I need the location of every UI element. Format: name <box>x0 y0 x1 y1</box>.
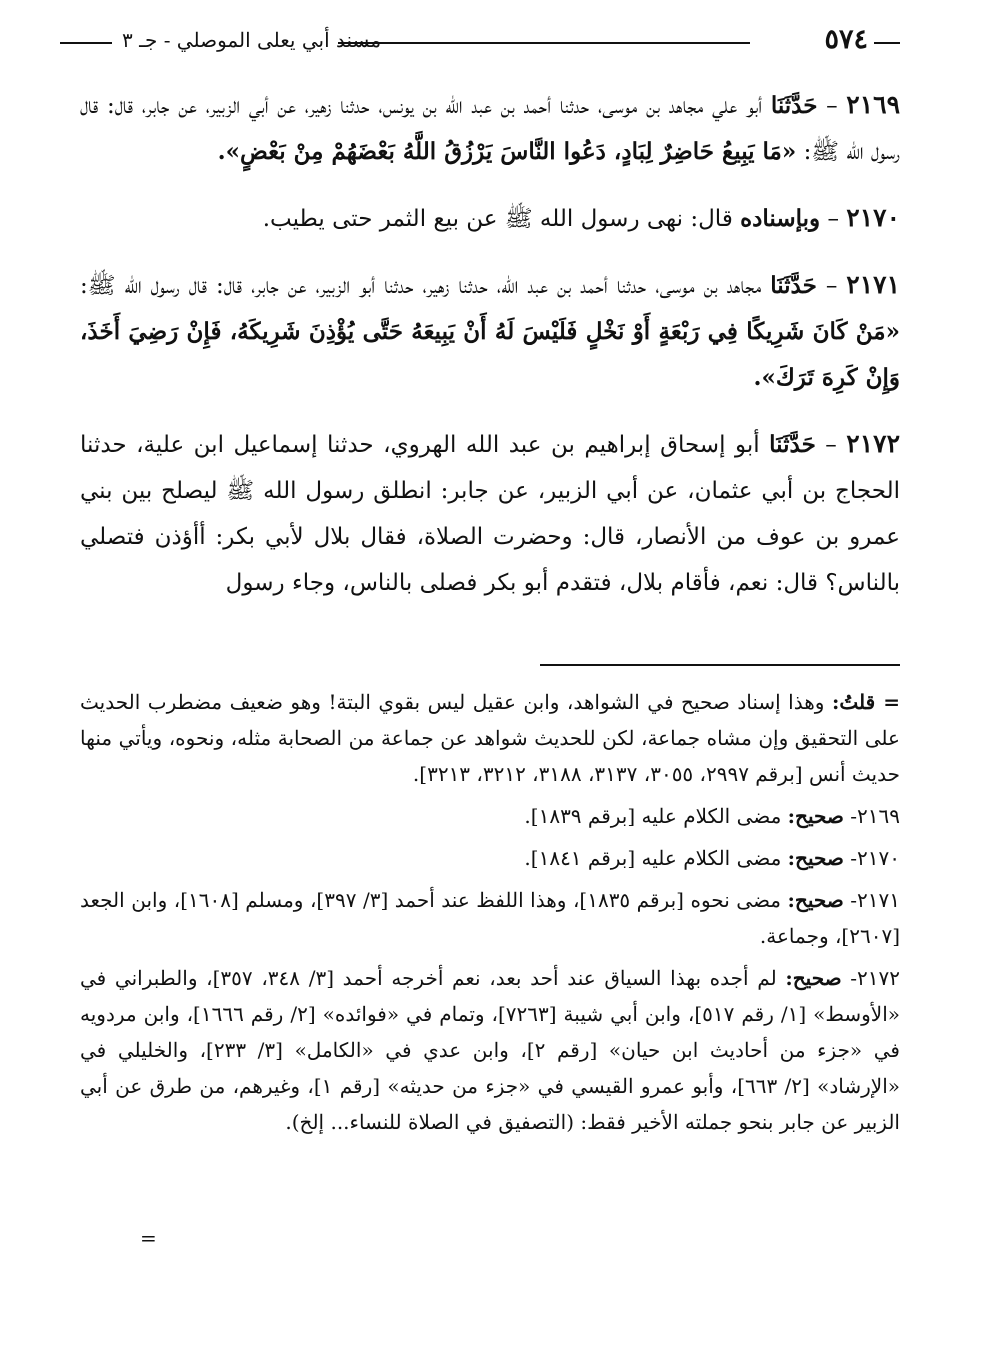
footnote-2169 <box>80 798 900 834</box>
hadith-2169 <box>80 82 900 175</box>
footnote-grade: صحيح: <box>787 804 844 828</box>
footnote-2170 <box>80 840 900 876</box>
hadith-number: ٢١٦٩ <box>846 90 901 119</box>
footnote-label: ٢١٧٠- <box>850 846 900 870</box>
hadith-number: ٢١٧٠ <box>846 203 900 232</box>
hadith-isnad: مجاهد بن موسى، حدثنا أحمد بن عبد الله، حدثنا زهير، حدثنا أبو الزبير، عن جابر، قال: قال رسول الله ﷺ: <box>80 273 762 299</box>
footnote-grade: صحيح: <box>785 966 842 990</box>
footnote-2171 <box>80 882 900 954</box>
hadith-lead: وبإسناده <box>740 205 821 232</box>
footnote-label: ٢١٦٩- <box>850 804 900 828</box>
main-text <box>80 82 900 626</box>
footnote-text: لم أجده بهذا السياق عند أحد بعد، نعم أخرجه أحمد [٣/ ٣٤٨، ٣٥٧]، والطبراني في «الأوسط» [١/ رقم ٥١٧]، وابن أبي شيبة [٧٢٦٣]، وتمام في «فوائده» [٢/ رقم ١٦٦٦]، وابن مردويه في «جزء من أحاديث ابن حيان» [رقم ٢]، وابن عدي في «الكامل» [٣/ ٢٣٣]، والخليلي في «الإرشاد» [٢/ ٦٦٣]، وأبو عمرو القيسي في «جزء من حديثه» [رقم ١]، وغيرهم، من طرق عن أبي الزبير عن جابر بنحو جملته الأخير فقط: (التصفيق في الصلاة للنساء... إلخ). <box>80 966 901 1134</box>
footnote-separator <box>540 664 900 666</box>
footnote-label: ٢١٧٢- <box>850 966 901 990</box>
hadith-number: ٢١٧٢ <box>846 429 900 458</box>
number-dash: – <box>827 206 839 232</box>
footnote-text: مضى الكلام عليه [برقم ١٨٤١]. <box>524 846 782 870</box>
footnote-text: وهذا إسناد صحيح في الشواهد، وابن عقيل ليس بقوي البتة! وهو ضعيف مضطرب الحديث على التحقيق وإن مشاه جماعة، لكن للحديث شواهد عن جماعة من الصحابة مثله، ونحوه، ويأتي منها حديث أنس [برقم ٢٩٩٧، ٣٠٥٥، ٣١٣٧، ٣١٨٨، ٣٢١٢، ٣٢١٣]. <box>80 690 900 786</box>
page-number: ٥٧٤ <box>824 24 868 55</box>
footnote-label: = قلتُ: <box>831 690 900 714</box>
header-dash-right <box>874 42 900 44</box>
hadith-isnad: أبو علي مجاهد بن موسى، حدثنا أحمد بن عبد الله بن يونس، حدثنا زهير، عن أبي الزبير، عن جابر، قال: قال رسول الله ﷺ: <box>80 93 900 165</box>
footnote-2172 <box>80 960 900 1140</box>
hadith-matn: «مَا يَبِيعُ حَاضِرٌ لِبَادٍ، دَعُوا النَّاسَ يَرْزُقُ اللَّهُ بَعْضَهُمْ مِنْ بَعْضٍ». <box>217 138 797 165</box>
header-dash-left <box>60 42 112 44</box>
hadith-matn: «مَنْ كَانَ شَرِيكًا فِي رَبْعَةٍ أَوْ نَخْلٍ فَلَيْسَ لَهُ أَنْ يَبِيعَهُ حَتَّى يُؤْذِنَ شَرِيكَهُ، فَإِنْ رَضِيَ أَخَذَ، وَإِنْ كَرِهَ تَرَكَ». <box>80 318 900 391</box>
hadith-isnad: أبو إسحاق إبراهيم بن عبد الله الهروي، حدثنا إسماعيل ابن علية، حدثنا الحجاج بن أبي عثمان، عن أبي الزبير، عن جابر: انطلق رسول الله ﷺ ليصلح بين بني عمرو بن عوف من الأنصار، قال: وحضرت الصلاة، فقال بلال لأبي بكر: أأؤذن فتصلي بالناس؟ قال: نعم، فأقام بلال، فتقدم أبو بكر فصلى بالناس، وجاء رسول <box>80 432 900 596</box>
footnote-grade: صحيح: <box>787 888 844 912</box>
footnote-label: ٢١٧١- <box>850 888 901 912</box>
number-dash: – <box>825 273 838 299</box>
hadith-number: ٢١٧١ <box>846 270 900 299</box>
hadith-lead: حَدَّثَنَا <box>769 431 816 458</box>
footnote-text: مضى الكلام عليه [برقم ١٨٣٩]. <box>524 804 782 828</box>
footnote-continued <box>80 684 900 792</box>
hadith-2170 <box>80 195 900 242</box>
running-header <box>60 22 900 62</box>
continuation-mark: = <box>140 1226 157 1250</box>
hadith-isnad: قال: نهى رسول الله ﷺ عن بيع الثمر حتى يطيب. <box>262 206 733 232</box>
number-dash: – <box>826 93 838 119</box>
running-title: مسند أبي يعلى الموصلي - جـ ٣ <box>122 28 382 52</box>
number-dash: – <box>825 432 837 458</box>
footnote-grade: صحيح: <box>787 846 844 870</box>
hadith-lead: حَدَّثَنَا <box>770 272 817 299</box>
hadith-lead: حَدَّثَنَا <box>770 92 818 119</box>
footnotes <box>80 684 900 1146</box>
hadith-2171 <box>80 262 900 401</box>
header-rule <box>338 42 750 44</box>
hadith-2172 <box>80 421 900 606</box>
footnote-text: مضى نحوه [برقم ١٨٣٥]، وهذا اللفظ عند أحمد [٣/ ٣٩٧]، ومسلم [١٦٠٨]، وابن الجعد [٢٦٠٧]، وجماعة. <box>80 888 900 948</box>
